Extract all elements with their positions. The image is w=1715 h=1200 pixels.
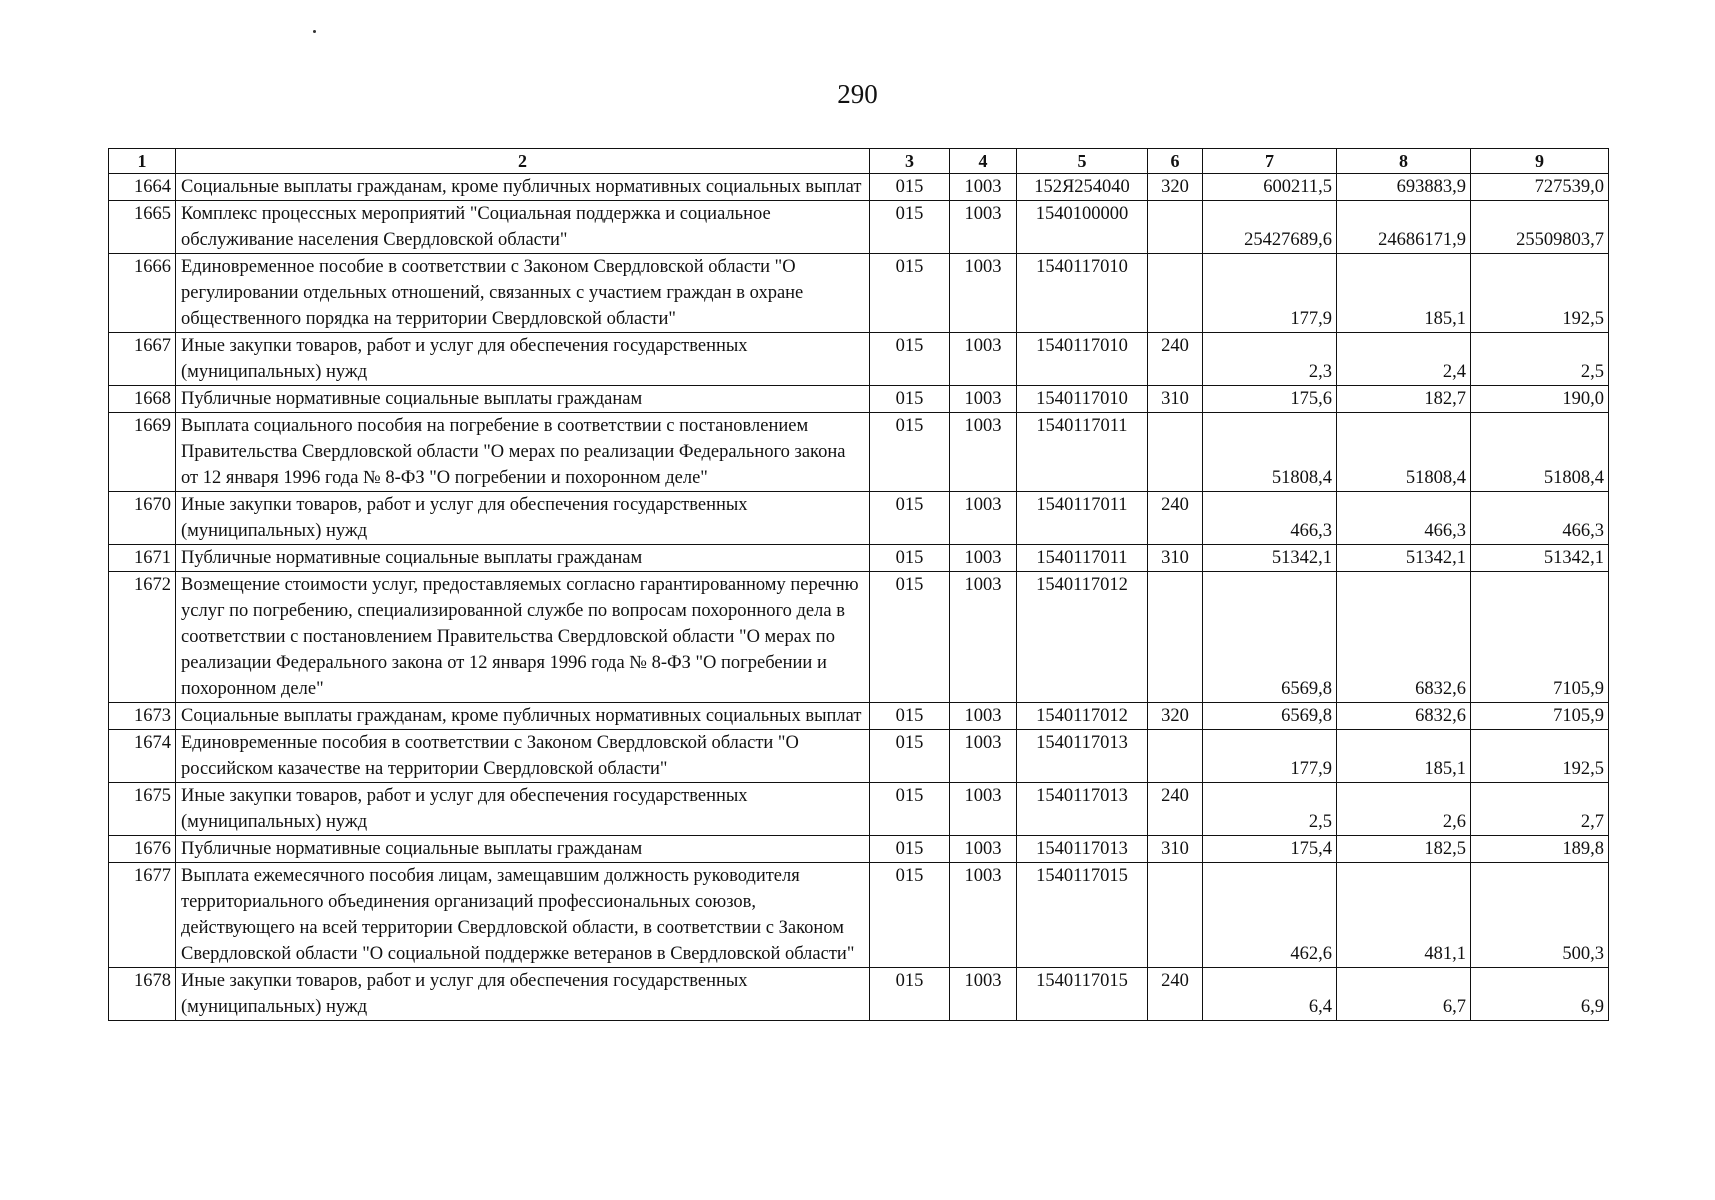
row-name-cell: Иные закупки товаров, работ и услуг для обеспечения государственных (муниципальных) нужд (176, 492, 870, 545)
budget-table (108, 148, 1609, 1021)
row-target-code-cell: 1540100000 (1017, 201, 1148, 254)
row-value-cell: 177,9 (1203, 730, 1337, 783)
row-value-cell: 177,9 (1203, 254, 1337, 333)
row-expense-type-cell (1148, 730, 1203, 783)
row-target-code-cell: 1540117010 (1017, 333, 1148, 386)
row-value-cell: 185,1 (1337, 730, 1471, 783)
row-value-cell: 466,3 (1471, 492, 1609, 545)
row-expense-type-cell: 240 (1148, 492, 1203, 545)
row-expense-type-cell: 320 (1148, 703, 1203, 730)
row-section-cell: 1003 (950, 572, 1017, 703)
row-section-cell: 1003 (950, 783, 1017, 836)
row-value-cell: 600211,5 (1203, 174, 1337, 201)
row-value-cell: 693883,9 (1337, 174, 1471, 201)
row-value-cell: 2,5 (1203, 783, 1337, 836)
row-name-cell: Иные закупки товаров, работ и услуг для обеспечения государственных (муниципальных) нужд (176, 783, 870, 836)
row-value-cell: 6569,8 (1203, 703, 1337, 730)
row-value-cell: 2,3 (1203, 333, 1337, 386)
table-row (109, 254, 1609, 333)
row-code-cell: 015 (870, 174, 950, 201)
table-row (109, 572, 1609, 703)
row-number-cell: 1675 (109, 783, 176, 836)
row-value-cell: 2,7 (1471, 783, 1609, 836)
row-value-cell: 24686171,9 (1337, 201, 1471, 254)
row-number-cell: 1668 (109, 386, 176, 413)
header-cell: 3 (870, 149, 950, 174)
row-value-cell: 51342,1 (1337, 545, 1471, 572)
row-value-cell: 182,5 (1337, 836, 1471, 863)
table-row (109, 201, 1609, 254)
row-value-cell: 25509803,7 (1471, 201, 1609, 254)
row-value-cell: 7105,9 (1471, 572, 1609, 703)
row-section-cell: 1003 (950, 968, 1017, 1021)
row-expense-type-cell: 240 (1148, 968, 1203, 1021)
row-name-cell: Комплекс процессных мероприятий "Социальная поддержка и социальное обслуживание населения Свердловской области" (176, 201, 870, 254)
row-number-cell: 1664 (109, 174, 176, 201)
table-row (109, 783, 1609, 836)
row-target-code-cell: 152Я254040 (1017, 174, 1148, 201)
row-value-cell: 6832,6 (1337, 572, 1471, 703)
row-section-cell: 1003 (950, 201, 1017, 254)
row-name-cell: Публичные нормативные социальные выплаты гражданам (176, 836, 870, 863)
row-section-cell: 1003 (950, 254, 1017, 333)
row-expense-type-cell: 240 (1148, 333, 1203, 386)
row-expense-type-cell (1148, 863, 1203, 968)
row-expense-type-cell: 310 (1148, 836, 1203, 863)
row-target-code-cell: 1540117012 (1017, 572, 1148, 703)
row-value-cell: 6,9 (1471, 968, 1609, 1021)
row-code-cell: 015 (870, 254, 950, 333)
table-row (109, 492, 1609, 545)
header-cell: 2 (176, 149, 870, 174)
row-target-code-cell: 1540117013 (1017, 836, 1148, 863)
row-value-cell: 462,6 (1203, 863, 1337, 968)
row-number-cell: 1666 (109, 254, 176, 333)
row-code-cell: 015 (870, 386, 950, 413)
row-value-cell: 481,1 (1337, 863, 1471, 968)
row-name-cell: Иные закупки товаров, работ и услуг для обеспечения государственных (муниципальных) нужд (176, 968, 870, 1021)
row-value-cell: 2,4 (1337, 333, 1471, 386)
row-value-cell: 51342,1 (1203, 545, 1337, 572)
table-row (109, 174, 1609, 201)
row-value-cell: 192,5 (1471, 254, 1609, 333)
row-number-cell: 1674 (109, 730, 176, 783)
row-expense-type-cell (1148, 572, 1203, 703)
row-value-cell: 7105,9 (1471, 703, 1609, 730)
row-value-cell: 190,0 (1471, 386, 1609, 413)
row-value-cell: 2,5 (1471, 333, 1609, 386)
row-target-code-cell: 1540117012 (1017, 703, 1148, 730)
row-section-cell: 1003 (950, 545, 1017, 572)
row-target-code-cell: 1540117011 (1017, 492, 1148, 545)
row-code-cell: 015 (870, 836, 950, 863)
row-value-cell: 51342,1 (1471, 545, 1609, 572)
row-section-cell: 1003 (950, 863, 1017, 968)
header-cell: 8 (1337, 149, 1471, 174)
row-expense-type-cell (1148, 254, 1203, 333)
row-target-code-cell: 1540117010 (1017, 386, 1148, 413)
row-value-cell: 182,7 (1337, 386, 1471, 413)
row-expense-type-cell (1148, 201, 1203, 254)
row-code-cell: 015 (870, 572, 950, 703)
row-name-cell: Публичные нормативные социальные выплаты гражданам (176, 545, 870, 572)
row-section-cell: 1003 (950, 492, 1017, 545)
row-target-code-cell: 1540117015 (1017, 968, 1148, 1021)
row-value-cell: 185,1 (1337, 254, 1471, 333)
row-number-cell: 1665 (109, 201, 176, 254)
row-section-cell: 1003 (950, 333, 1017, 386)
row-number-cell: 1670 (109, 492, 176, 545)
table-row (109, 545, 1609, 572)
row-expense-type-cell: 240 (1148, 783, 1203, 836)
row-code-cell: 015 (870, 968, 950, 1021)
header-cell: 9 (1471, 149, 1609, 174)
row-name-cell: Единовременное пособие в соответствии с Законом Свердловской области "О регулировании отдельных отношений, связанных с участием граждан в охране общественного порядка на территории Свердловской области" (176, 254, 870, 333)
row-number-cell: 1669 (109, 413, 176, 492)
row-name-cell: Публичные нормативные социальные выплаты гражданам (176, 386, 870, 413)
scan-dot (313, 30, 316, 33)
row-code-cell: 015 (870, 201, 950, 254)
row-name-cell: Социальные выплаты гражданам, кроме публичных нормативных социальных выплат (176, 703, 870, 730)
row-number-cell: 1678 (109, 968, 176, 1021)
row-section-cell: 1003 (950, 174, 1017, 201)
row-code-cell: 015 (870, 783, 950, 836)
row-value-cell: 175,4 (1203, 836, 1337, 863)
row-expense-type-cell (1148, 413, 1203, 492)
header-cell: 1 (109, 149, 176, 174)
row-value-cell: 192,5 (1471, 730, 1609, 783)
table-row (109, 386, 1609, 413)
header-cell: 4 (950, 149, 1017, 174)
row-section-cell: 1003 (950, 413, 1017, 492)
row-value-cell: 6569,8 (1203, 572, 1337, 703)
row-value-cell: 727539,0 (1471, 174, 1609, 201)
row-value-cell: 6832,6 (1337, 703, 1471, 730)
row-code-cell: 015 (870, 545, 950, 572)
row-expense-type-cell: 320 (1148, 174, 1203, 201)
row-number-cell: 1673 (109, 703, 176, 730)
row-code-cell: 015 (870, 863, 950, 968)
table-body (109, 174, 1609, 1021)
table-row (109, 413, 1609, 492)
row-value-cell: 6,4 (1203, 968, 1337, 1021)
table-row (109, 333, 1609, 386)
header-cell: 5 (1017, 149, 1148, 174)
row-name-cell: Выплата ежемесячного пособия лицам, замещавшим должность руководителя территориального объединения организаций профессиональных союзов, действующего на всей территории Свердловской области, в соответствии с Законом Свердловской области "О социальной поддержке ветеранов в Свердловской области" (176, 863, 870, 968)
table-row (109, 968, 1609, 1021)
row-section-cell: 1003 (950, 836, 1017, 863)
row-name-cell: Выплата социального пособия на погребение в соответствии с постановлением Правительства Свердловской области "О мерах по реализации Федерального закона от 12 января 1996 года № 8-ФЗ "О погребении и похоронном деле" (176, 413, 870, 492)
row-code-cell: 015 (870, 492, 950, 545)
row-value-cell: 51808,4 (1471, 413, 1609, 492)
row-code-cell: 015 (870, 703, 950, 730)
row-value-cell: 2,6 (1337, 783, 1471, 836)
row-number-cell: 1671 (109, 545, 176, 572)
row-number-cell: 1672 (109, 572, 176, 703)
page-number: 290 (837, 79, 878, 109)
row-target-code-cell: 1540117015 (1017, 863, 1148, 968)
header-cell: 6 (1148, 149, 1203, 174)
header-row (109, 149, 1609, 174)
row-value-cell: 51808,4 (1203, 413, 1337, 492)
row-name-cell: Социальные выплаты гражданам, кроме публичных нормативных социальных выплат (176, 174, 870, 201)
row-value-cell: 25427689,6 (1203, 201, 1337, 254)
row-section-cell: 1003 (950, 386, 1017, 413)
row-number-cell: 1677 (109, 863, 176, 968)
row-value-cell: 189,8 (1471, 836, 1609, 863)
row-value-cell: 466,3 (1203, 492, 1337, 545)
row-value-cell: 51808,4 (1337, 413, 1471, 492)
table-row (109, 730, 1609, 783)
row-target-code-cell: 1540117011 (1017, 413, 1148, 492)
row-number-cell: 1676 (109, 836, 176, 863)
row-name-cell: Единовременные пособия в соответствии с Законом Свердловской области "О российском казачестве на территории Свердловской области" (176, 730, 870, 783)
row-code-cell: 015 (870, 413, 950, 492)
row-target-code-cell: 1540117011 (1017, 545, 1148, 572)
row-target-code-cell: 1540117013 (1017, 783, 1148, 836)
row-target-code-cell: 1540117010 (1017, 254, 1148, 333)
row-value-cell: 175,6 (1203, 386, 1337, 413)
table-row (109, 836, 1609, 863)
row-name-cell: Иные закупки товаров, работ и услуг для обеспечения государственных (муниципальных) нужд (176, 333, 870, 386)
row-value-cell: 6,7 (1337, 968, 1471, 1021)
row-section-cell: 1003 (950, 703, 1017, 730)
row-value-cell: 466,3 (1337, 492, 1471, 545)
row-expense-type-cell: 310 (1148, 545, 1203, 572)
table-row (109, 863, 1609, 968)
row-number-cell: 1667 (109, 333, 176, 386)
row-expense-type-cell: 310 (1148, 386, 1203, 413)
row-value-cell: 500,3 (1471, 863, 1609, 968)
header-cell: 7 (1203, 149, 1337, 174)
row-section-cell: 1003 (950, 730, 1017, 783)
row-code-cell: 015 (870, 730, 950, 783)
row-target-code-cell: 1540117013 (1017, 730, 1148, 783)
row-name-cell: Возмещение стоимости услуг, предоставляемых согласно гарантированному перечню услуг по погребению, специализированной службе по вопросам похоронного дела в соответствии с постановлением Правительства Свердловской области "О мерах по реализации Федерального закона от 12 января 1996 года № 8-ФЗ "О погребении и похоронном деле" (176, 572, 870, 703)
table-row (109, 703, 1609, 730)
row-code-cell: 015 (870, 333, 950, 386)
